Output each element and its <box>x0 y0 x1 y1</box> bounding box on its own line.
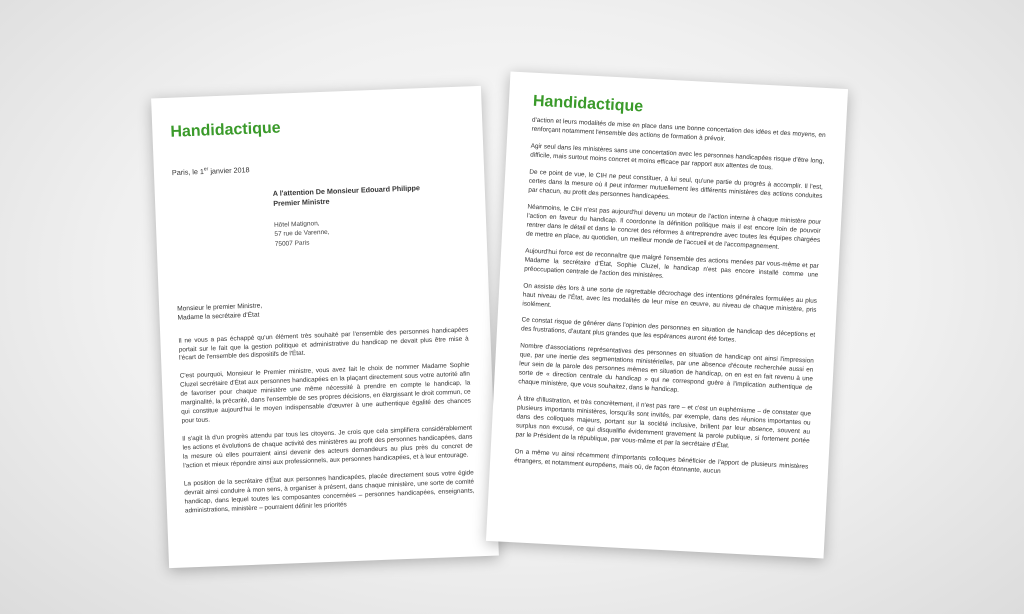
brand-title: Handidactique <box>170 119 281 141</box>
letter-body <box>514 117 826 482</box>
paragraph: Ce constat risque de générer dans l'opinion des personnes en situation de handicap des déceptions et des frustrations, d'autant plus grandes que les espérances auront été fortes. <box>520 316 816 345</box>
address-line: 57 rue de Varenne, <box>274 229 330 239</box>
greeting <box>177 294 467 324</box>
recipient-name: A l'attention De Monsieur Edouard Philippe <box>272 183 421 199</box>
address-line: 75007 Paris <box>274 239 310 248</box>
paragraph: d'action et leurs modalités de mise en place dans une bonne concertation des idées et des moyens, en renforçant notamment l'ensemble des actions de formation à prévoir. <box>531 116 826 143</box>
paragraph: Néanmoins, le CIH n'est pas aujourd'hui devenu un moteur de l'action interne à chaque ministère pour l'action en faveur du handicap. Il coordonne la définition politique mais il est encore loin de pouvoir rentrer dans le détail et dans le concret des réformes à entreprendre avec toutes les équipes chargées de mettre en place, au quotidien, un meilleur monde de l'accueil et de l'accompagnement. <box>525 203 822 251</box>
paragraph: Nombre d'associations représentatives des personnes en situation de handicap ont ainsi l'impression que, par une inertie des segmentations ministérielles, par une absence d'écoute recherchée aussi en leur sein de la parole des personnes mêmes en situation de handicap, on en est en fait revenu à une sorte de « direction centrale du handicap » qui ne correspond guère à l'implication authentique de chaque ministère, que vous souhaitez, dans le handicap. <box>518 342 814 395</box>
brand-title: Handidactique <box>532 92 644 116</box>
letter-page-2 <box>486 71 848 558</box>
paragraph: À titre d'illustration, et très concrètement, il n'est pas rare – et c'est un euphémisme – de constater que plusieurs importants ministères, lorsqu'ils sont invités, par exemple, dans des réunions importantes ou dans des colloques majeurs, portant sur la société inclusive, brillent par leur absence, souvent au surplus non excusé, ce qui disqualifie évidemment gravement la parole publique, si fortement portée par le Président de la république, par vous-même et par la secrétaire d'État. <box>515 395 812 450</box>
paragraph: C'est pourquoi, Monsieur le Premier ministre, vous avez fait le choix de nommer Madame Sophie Cluzel secrétaire d'État aux personnes handicapées en la plaçant directement sous votre autorité afin de favoriser pour chaque ministère une même nécessité à prendre en compte le handicap, la marginalité, la précarité, dans l'ensemble de ses propres décisions, en élargissant le droit commun, ce qui constitue aujourd'hui le moyen indispensable d'œuvrer à une authentique égalité des chances pour tous. <box>179 361 472 425</box>
date-prefix: Paris, le 1 <box>171 166 205 178</box>
letter-page-1 <box>151 86 499 568</box>
address-line: Hôtel Matignon, <box>273 219 320 229</box>
date-suffix: janvier 2018 <box>208 165 250 176</box>
recipient-block <box>273 182 464 209</box>
paragraph: On assiste dès lors à une sorte de regrettable décrochage des intentions générales formulées au plus haut niveau de l'État, avec les modalités de leur mise en œuvre, au niveau de chaque ministère, pris isolément. <box>522 282 818 314</box>
letter-date <box>172 157 462 178</box>
paragraph: Agir seul dans les ministères sans une concertation avec les personnes handicapées risque d'être long, difficile, mais surtout moins concret et moins efficace par rapport aux attentes de tous. <box>530 142 825 172</box>
recipient-title: Premier Ministre <box>273 196 330 209</box>
greeting-line: Madame la secrétaire d'État <box>177 311 260 322</box>
date-sup: er <box>203 166 209 173</box>
paragraph: De ce point de vue, le CIH ne peut constituer, à lui seul, qu'une partie du progrès à accomplir. Il l'est, certes dans la mesure où il peut informer mutuellement les différents ministères des actions conduites par chacun, au profit des personnes handicapées. <box>528 168 824 201</box>
paragraph: La position de la secrétaire d'État aux personnes handicapées, placée directement sous votre égide devrait ainsi conduire à mon sens, à organiser à présent, dans chaque ministère, une sorte de comité handicap, dans lequel toutes les composantes concernées – personnes handicapées, enseignants, administrations, ministère – pourraient définir les priorités <box>183 469 475 515</box>
recipient-address <box>274 213 465 249</box>
paragraph: Il ne vous a pas échappé qu'un élément très souhaité par l'ensemble des personnes handicapées portait sur le fait que la gestion politique et administrative du handicap ne devait plus être mise à l'écart de l'ensemble des dispositifs de l'État. <box>178 326 469 363</box>
letter-body <box>178 326 475 516</box>
paragraph: Aujourd'hui force est de reconnaître que malgré l'ensemble des actions menées par vous-même et par Madame la secrétaire d'État, Sophie Cluzel, le handicap n'est pas encore installé comme une préoccupation centrale de l'action des ministères. <box>524 247 819 280</box>
paragraph: On a même vu ainsi récemment d'importants colloques bénéficier de l'apport de plusieurs ministères étrangers, et notamment européens, mais où, de façon étonnante, aucun <box>513 448 809 476</box>
paragraph: Il s'agit là d'un progrès attendu par tous les citoyens. Je crois que cela simplifiera considérablement les actions et évolutions de chaque activité des ministères au profit des personnes handicapées, dans la mesure où elles pourraient ainsi devenir des acteurs demandeurs au plus près du concret de l'action et mieux répondre ainsi aux professionnels, aux personnes handicapées, et à leur entourage. <box>182 424 473 470</box>
greeting-line: Monsieur le premier Ministre, <box>177 302 263 313</box>
